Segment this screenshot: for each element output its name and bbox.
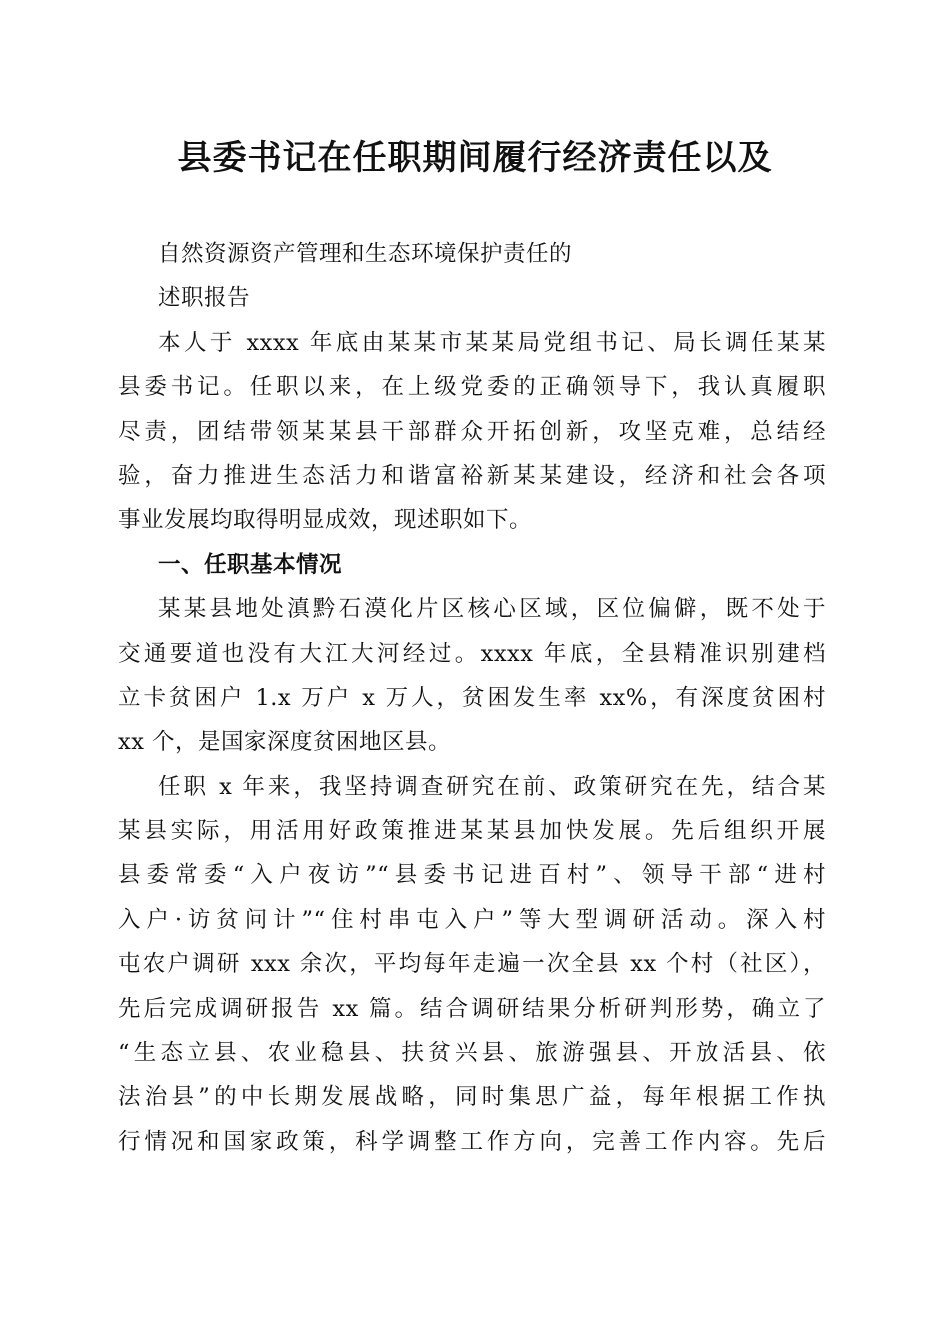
paragraph-line: 县委常委“入户夜访”“县委书记进百村”、领导干部“进村 bbox=[118, 862, 826, 889]
paragraph-line: 屯农户调研 xxx 余次，平均每年走遍一次全县 xx 个村（社区）， bbox=[118, 951, 826, 978]
subtitle-line-2: 述职报告 bbox=[158, 285, 251, 312]
paragraph-line: 交通要道也没有大江大河经过。xxxx 年底，全县精准识别建档 bbox=[118, 640, 826, 667]
paragraph-line: 尽责，团结带领某某县干部群众开拓创新，攻坚克难，总结经 bbox=[118, 418, 826, 445]
paragraph-line: 验，奋力推进生态活力和谐富裕新某某建设，经济和社会各项 bbox=[118, 462, 826, 489]
paragraph-line: 法治县”的中长期发展战略，同时集思广益，每年根据工作执 bbox=[118, 1084, 826, 1111]
paragraph-line: 任职 x 年来，我坚持调查研究在前、政策研究在先，结合某 bbox=[158, 773, 826, 800]
paragraph-line: 立卡贫困户 1.x 万户 x 万人，贫困发生率 xx%，有深度贫困村 bbox=[118, 684, 826, 711]
body-text bbox=[118, 321, 826, 1164]
paragraph-line: 事业发展均取得明显成效，现述职如下。 bbox=[118, 507, 533, 534]
section-heading: 一、任职基本情况 bbox=[158, 551, 343, 578]
paragraph-line: 县委书记。任职以来，在上级党委的正确领导下，我认真履职 bbox=[118, 374, 826, 401]
paragraph-line: 先后完成调研报告 xx 篇。结合调研结果分析研判形势，确立了 bbox=[118, 995, 826, 1022]
paragraph-line: 入户·访贫问计”“住村串屯入户”等大型调研活动。深入村 bbox=[118, 906, 826, 933]
paragraph-line: 行情况和国家政策，科学调整工作方向，完善工作内容。先后 bbox=[118, 1128, 826, 1155]
paragraph-line: 某某县地处滇黔石漠化片区核心区域，区位偏僻，既不处于 bbox=[158, 596, 826, 623]
paragraph-line: 某县实际，用活用好政策推进某某县加快发展。先后组织开展 bbox=[118, 818, 826, 845]
document-title: 县委书记在任职期间履行经济责任以及 bbox=[177, 138, 773, 178]
document-body bbox=[118, 232, 826, 1164]
paragraph-line: 本人于 xxxx 年底由某某市某某局党组书记、局长调任某某 bbox=[158, 329, 826, 356]
paragraph-line: “生态立县、农业稳县、扶贫兴县、旅游强县、开放活县、依 bbox=[118, 1040, 826, 1067]
subtitle-line-1: 自然资源资产管理和生态环境保护责任的 bbox=[158, 241, 573, 267]
paragraph-line: xx 个，是国家深度贫困地区县。 bbox=[118, 729, 452, 756]
